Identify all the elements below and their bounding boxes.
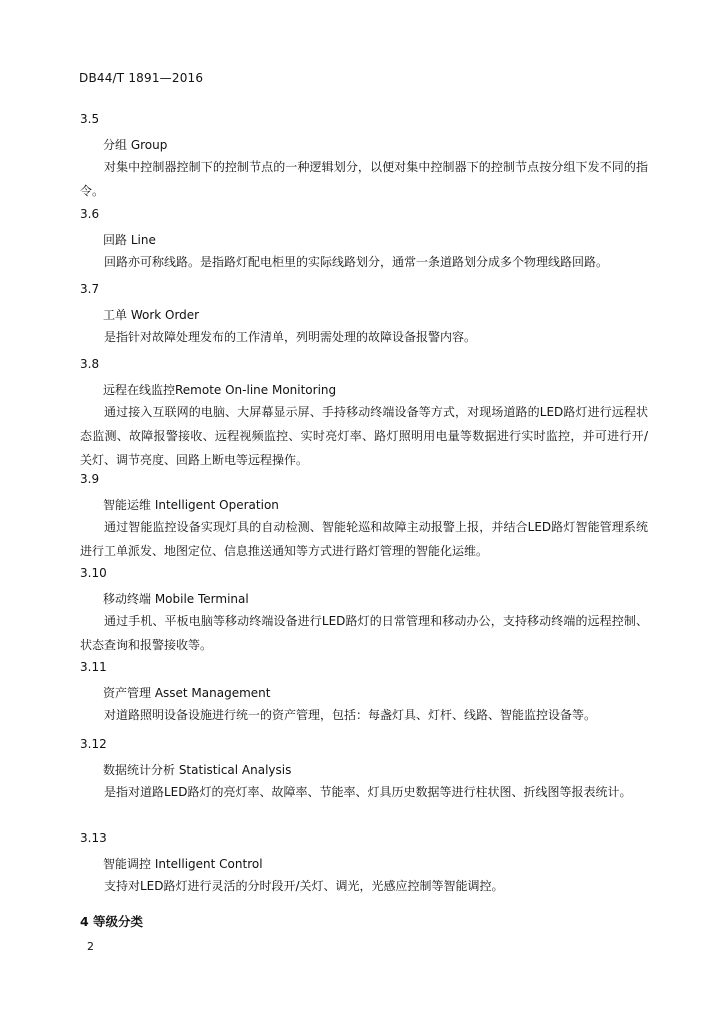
clause-number: 3.7	[80, 282, 100, 296]
term-definition: 通过接入互联网的电脑、大屏幕显示屏、手持移动终端设备等方式，对现场道路的LED路灯进行远程状态监测、故障报警接收、远程视频监控、实时亮灯率、路灯照明用电量等数据进行实时监控，并可进行开/关灯、调节亮度、回路上断电等远程操作。	[80, 405, 648, 467]
term-title: 远程在线监控Remote On-line Monitoring	[103, 383, 337, 397]
clause-number: 3.9	[80, 472, 100, 486]
term-title: 数据统计分析 Statistical Analysis	[103, 763, 292, 777]
term-title: 分组 Group	[103, 138, 168, 152]
term-definition: 对道路照明设备设施进行统一的资产管理，包括：每盏灯具、灯杆、线路、智能监控设备等。	[104, 708, 597, 722]
clause-number: 3.10	[80, 566, 107, 580]
term-definition: 是指对道路LED路灯的亮灯率、故障率、节能率、灯具历史数据等进行柱状图、折线图等报表统计。	[104, 785, 632, 799]
term-title: 智能运维 Intelligent Operation	[103, 498, 279, 512]
term-definition: 是指针对故障处理发布的工作清单，列明需处理的故障设备报警内容。	[104, 330, 477, 344]
section-heading: 4 等级分类	[80, 914, 144, 929]
term-definition: 对集中控制器控制下的控制节点的一种逻辑划分，以便对集中控制器下的控制节点按分组下发不同的指令。	[80, 160, 648, 198]
term-title: 智能调控 Intelligent Control	[103, 857, 263, 871]
clause-number: 3.6	[80, 207, 100, 221]
clause-number: 3.11	[80, 660, 107, 674]
term-title: 工单 Work Order	[103, 308, 200, 322]
term-definition: 回路亦可称线路。是指路灯配电柜里的实际线路划分，通常一条道路划分成多个物理线路回路。	[104, 255, 609, 269]
term-definition: 支持对LED路灯进行灵活的分时段开/关灯、调光，光感应控制等智能调控。	[104, 879, 504, 893]
term-definition: 通过智能监控设备实现灯具的自动检测、智能轮巡和故障主动报警上报，并结合LED路灯智能管理系统进行工单派发、地图定位、信息推送通知等方式进行路灯管理的智能化运维。	[80, 520, 648, 558]
clause-number: 3.5	[80, 112, 100, 126]
term-definition: 通过手机、平板电脑等移动终端设备进行LED路灯的日常管理和移动办公，支持移动终端的远程控制、状态查询和报警接收等。	[80, 614, 648, 652]
term-title: 回路 Line	[103, 233, 156, 247]
document-id-header: DB44/T 1891—2016	[79, 71, 204, 85]
page-number: 2	[87, 940, 94, 953]
clause-number: 3.8	[80, 357, 100, 371]
term-title: 移动终端 Mobile Terminal	[103, 592, 249, 606]
clause-number: 3.12	[80, 737, 107, 751]
clause-number: 3.13	[80, 831, 107, 845]
term-title: 资产管理 Asset Management	[103, 686, 271, 700]
